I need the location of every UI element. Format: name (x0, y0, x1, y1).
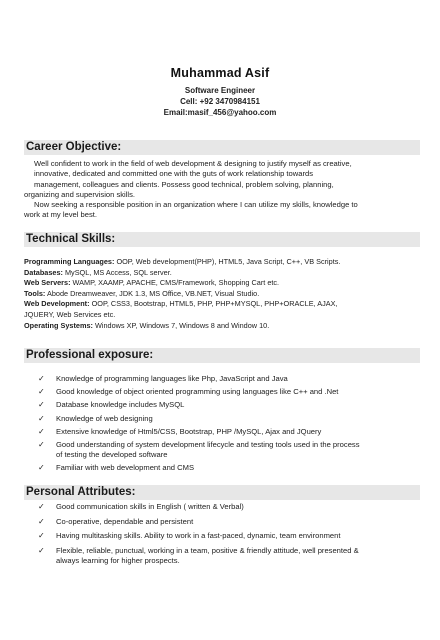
skill-row (24, 299, 420, 310)
career-objective-heading: Career Objective: (24, 140, 420, 155)
skill-value: Abode Dreamweaver, JDK 1.3, MS Office, VB.NET, Visual Studio. (45, 288, 260, 298)
cell-number: Cell: +92 3470984151 (180, 97, 260, 106)
list-item (24, 463, 420, 473)
list-item (24, 517, 420, 527)
skill-value: OOP, CSS3, Bootstrap, HTML5, PHP, PHP+MYSQL, PHP+ORACLE, AJAX, (89, 299, 338, 309)
professional-exposure-section (24, 348, 420, 476)
exposure-text: Database knowledge includes MySQL (56, 400, 185, 410)
technical-skills-heading: Technical Skills: (24, 232, 420, 247)
career-objective-text (24, 159, 420, 221)
exposure-list (24, 374, 420, 473)
skill-value: OOP, Web development(PHP), HTML5, Java Script, C++, VB Scripts. (114, 257, 341, 266)
checkmark-icon: ✓ (38, 545, 45, 555)
skill-value: MySQL, MS Access, SQL server. (62, 267, 172, 277)
career-line: Now seeking a responsible position in an organization where I can utilize my skills, knowledge to (34, 200, 358, 210)
checkmark-icon: ✓ (38, 387, 45, 397)
exposure-text: Good understanding of system development lifecycle and testing tools used in the process of testing the developed software (56, 439, 360, 459)
skill-value: Windows XP, Windows 7, Windows 8 and Window 10. (92, 320, 270, 330)
exposure-text: Knowledge of programming languages like Php, JavaScript and Java (56, 374, 288, 383)
list-item (24, 531, 420, 541)
checkmark-icon: ✓ (38, 413, 45, 423)
list-item (24, 387, 420, 397)
resume-header (0, 66, 440, 118)
skill-key: Web Servers: (24, 278, 71, 288)
professional-exposure-heading: Professional exposure: (24, 348, 420, 363)
list-item (24, 546, 420, 566)
checkmark-icon: ✓ (38, 502, 45, 511)
career-line: innovative, dedicated and committed one with the guts of work relationship towards (34, 169, 314, 179)
attribute-text: Good communication skills in English ( written & Verbal) (56, 502, 244, 511)
checkmark-icon: ✓ (38, 463, 45, 473)
exposure-text: Extensive knowledge of Html5/CSS, Bootstrap, PHP /MySQL, Ajax and JQuery (56, 426, 322, 436)
attribute-text: Co-operative, dependable and persistent (56, 516, 194, 526)
technical-skills-section (24, 232, 420, 331)
list-item (24, 440, 420, 460)
checkmark-icon: ✓ (38, 439, 45, 449)
skill-row (24, 278, 420, 289)
email-address: Email:masif_456@yahoo.com (163, 108, 277, 117)
skill-key: Tools: (24, 288, 46, 298)
personal-attributes-section (24, 485, 420, 570)
skill-row (24, 268, 420, 279)
checkmark-icon: ✓ (38, 531, 45, 540)
exposure-text: Familiar with web development and CMS (56, 463, 195, 473)
technical-skills-list (24, 257, 420, 331)
list-item (24, 502, 420, 512)
skill-value: WAMP, XAAMP, APACHE, CMS/Framework, Shopping Cart etc. (70, 278, 280, 288)
list-item (24, 427, 420, 437)
list-item (24, 374, 420, 384)
personal-attributes-heading: Personal Attributes: (24, 485, 420, 500)
exposure-text: Knowledge of web designing (56, 413, 153, 423)
attribute-text: Flexible, reliable, punctual, working in a team, positive & friendly attitude, well presented & always learning for higher prospects. (56, 545, 359, 565)
checkmark-icon: ✓ (38, 426, 45, 436)
career-line: organizing and supervision skills. (24, 189, 136, 199)
skill-row (24, 289, 420, 300)
career-line: work at my level best. (24, 210, 98, 220)
job-title: Software Engineer (184, 86, 256, 95)
skill-key: Web Development: (24, 299, 90, 309)
list-item (24, 414, 420, 424)
attributes-list (24, 502, 420, 566)
checkmark-icon: ✓ (38, 374, 45, 383)
checkmark-icon: ✓ (38, 516, 45, 526)
list-item (24, 400, 420, 410)
skill-row (24, 310, 420, 321)
skill-value: JQUERY, Web Services etc. (24, 309, 116, 319)
skill-key: Databases: (24, 267, 63, 277)
skill-row (24, 321, 420, 332)
skill-key: Operating Systems: (24, 320, 93, 330)
exposure-text: Good knowledge of object oriented programming using languages like C++ and .Net (56, 387, 339, 397)
career-objective-section (24, 140, 420, 221)
career-line: management, colleagues and clients. Possess good technical, problem solving, planning, (34, 179, 334, 189)
attribute-text: Having multitasking skills. Ability to work in a fast-paced, dynamic, team environment (56, 531, 341, 540)
skill-row (24, 257, 420, 268)
candidate-name: Muhammad Asif (170, 66, 270, 80)
career-line: Well confident to work in the field of web development & designing to justify myself as creative, (34, 159, 352, 168)
skill-key: Programming Languages: (24, 257, 115, 266)
checkmark-icon: ✓ (38, 400, 45, 410)
